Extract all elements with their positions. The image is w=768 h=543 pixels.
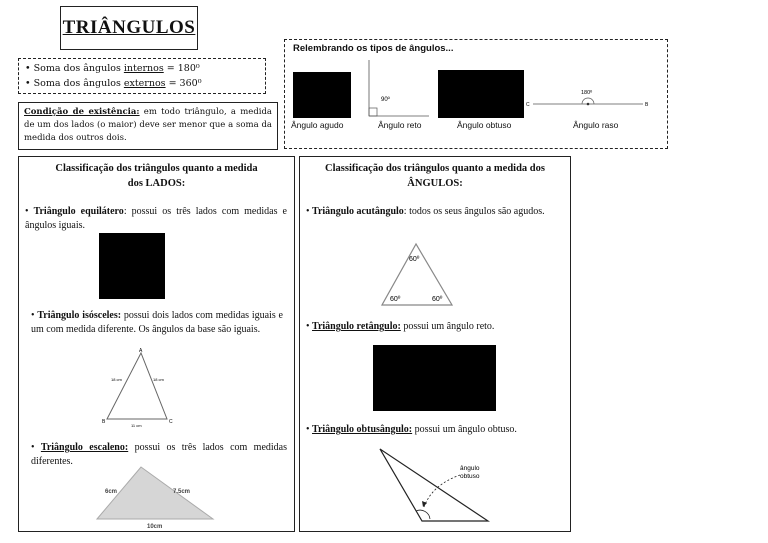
isosceles-triangle-figure bbox=[95, 345, 185, 431]
condition-label: Condição de existência: bbox=[24, 107, 140, 117]
angle-sums-box bbox=[18, 58, 266, 94]
right-triangle-description: possui um ângulo reto. bbox=[400, 321, 495, 332]
obtuse-text-block: • Triângulo obtusângulo: possui um ângulo obtuso. bbox=[306, 424, 517, 435]
right-angle-marker bbox=[369, 108, 377, 116]
isosceles-side-left: 18 cm bbox=[111, 377, 122, 382]
acute-angle-label: Ângulo agudo bbox=[291, 120, 344, 130]
equilateral-text-block: • Triângulo equilátero: possui os três lados com medidas e ângulos iguais. bbox=[25, 206, 287, 231]
scalene-description: possui os três lados com medidas diferentes. bbox=[31, 442, 287, 467]
page-title-box bbox=[60, 6, 198, 50]
acute-angle-top: 60º bbox=[409, 256, 420, 263]
right-angle-value: 90º bbox=[381, 97, 390, 103]
acute-text-block: • Triângulo acutângulo: todos os seus ângulos são agudos. bbox=[306, 206, 545, 217]
external-sum-word: externos bbox=[123, 78, 166, 89]
acute-angle-image bbox=[293, 72, 351, 118]
sides-heading: Classificação dos triângulos quanto a medida dos LADOS: bbox=[55, 163, 258, 189]
isosceles-vertex-a: A bbox=[139, 348, 143, 354]
straight-angle-end-b: B bbox=[645, 102, 649, 108]
obtuse-triangle-figure bbox=[376, 445, 496, 525]
condition-text: em todo triângulo, a medida de um dos lados (o maior) deve ser menor que a soma da medida dos outros dois. bbox=[24, 107, 272, 143]
obtuse-triangle-shape bbox=[380, 449, 488, 521]
equilateral-description: : possui os três lados com medidas e ângulos iguais. bbox=[25, 206, 287, 231]
isosceles-side-right: 18 cm bbox=[153, 377, 164, 382]
external-sum-line bbox=[25, 76, 259, 91]
external-sum-prefix: • Soma dos ângulos bbox=[25, 78, 124, 89]
isosceles-description: possui dois lados com medidas iguais e um com medida diferente. Os ângulos da base são iguais. bbox=[31, 310, 283, 335]
scalene-side-a: 6cm bbox=[105, 489, 118, 495]
straight-angle-figure bbox=[523, 84, 653, 114]
scalene-text-block: • Triângulo escaleno: possui os três lados com medidas diferentes. bbox=[31, 442, 287, 467]
obtuse-description: possui um ângulo obtuso. bbox=[412, 424, 517, 435]
acute-triangle-figure bbox=[378, 241, 458, 309]
isosceles-triangle-shape bbox=[107, 353, 167, 419]
obtuse-name: Triângulo obtusângulo: bbox=[312, 424, 413, 435]
isosceles-text-block: • Triângulo isósceles: possui dois lados com medidas iguais e um com medida diferente. Os ângulos da base são iguais. bbox=[31, 310, 283, 335]
angle-types-box bbox=[284, 39, 668, 149]
angles-classification-panel bbox=[299, 156, 571, 532]
scalene-side-b: 7.5cm bbox=[173, 489, 191, 495]
external-sum-value: = 360⁰ bbox=[165, 78, 202, 89]
acute-angle-left: 60º bbox=[390, 296, 401, 303]
existence-condition-box bbox=[18, 102, 278, 150]
angle-types-title: Relembrando os tipos de ângulos... bbox=[293, 43, 454, 54]
obtuse-angle-image bbox=[438, 70, 524, 118]
page-title: TRIÂNGULOS bbox=[62, 17, 196, 38]
right-angle-label: Ângulo reto bbox=[378, 120, 422, 130]
sides-classification-panel bbox=[18, 156, 295, 532]
acute-angle-right: 60º bbox=[432, 296, 443, 303]
right-triangle-text-block: • Triângulo retângulo: possui um ângulo reto. bbox=[306, 321, 495, 332]
isosceles-name: Triângulo isósceles: bbox=[37, 310, 122, 321]
straight-angle-label: Ângulo raso bbox=[573, 120, 619, 130]
internal-sum-word: internos bbox=[123, 63, 164, 74]
obtuse-angle-label: Ângulo obtuso bbox=[457, 120, 512, 130]
isosceles-vertex-b: B bbox=[102, 419, 106, 425]
acute-description: : todos os seus ângulos são agudos. bbox=[403, 206, 545, 217]
internal-sum-prefix: • Soma dos ângulos bbox=[25, 63, 124, 74]
isosceles-base: 11 cm bbox=[131, 423, 142, 428]
obtuse-label-line1: ângulo bbox=[460, 465, 480, 472]
straight-angle-vertex bbox=[587, 103, 590, 106]
internal-sum-line bbox=[25, 61, 259, 76]
angles-heading: Classificação dos triângulos quanto a medida dos ÂNGULOS: bbox=[325, 163, 545, 189]
right-triangle-name: Triângulo retângulo: bbox=[312, 321, 401, 332]
scalene-name: Triângulo escaleno: bbox=[40, 442, 129, 453]
acute-name: Triângulo acutângulo bbox=[312, 206, 404, 217]
isosceles-vertex-c: C bbox=[169, 419, 173, 425]
internal-sum-value: = 180⁰ bbox=[163, 63, 200, 74]
equilateral-triangle-image bbox=[99, 233, 165, 299]
straight-angle-value: 180º bbox=[581, 90, 593, 96]
right-angle-figure bbox=[363, 56, 433, 122]
right-triangle-image bbox=[373, 345, 496, 411]
scalene-side-c: 10cm bbox=[147, 524, 163, 529]
straight-angle-end-c: C bbox=[526, 102, 530, 108]
equilateral-name: Triângulo equilátero bbox=[33, 206, 124, 217]
obtuse-label-line2: obtuso bbox=[460, 473, 480, 480]
scalene-triangle-figure bbox=[93, 463, 223, 529]
